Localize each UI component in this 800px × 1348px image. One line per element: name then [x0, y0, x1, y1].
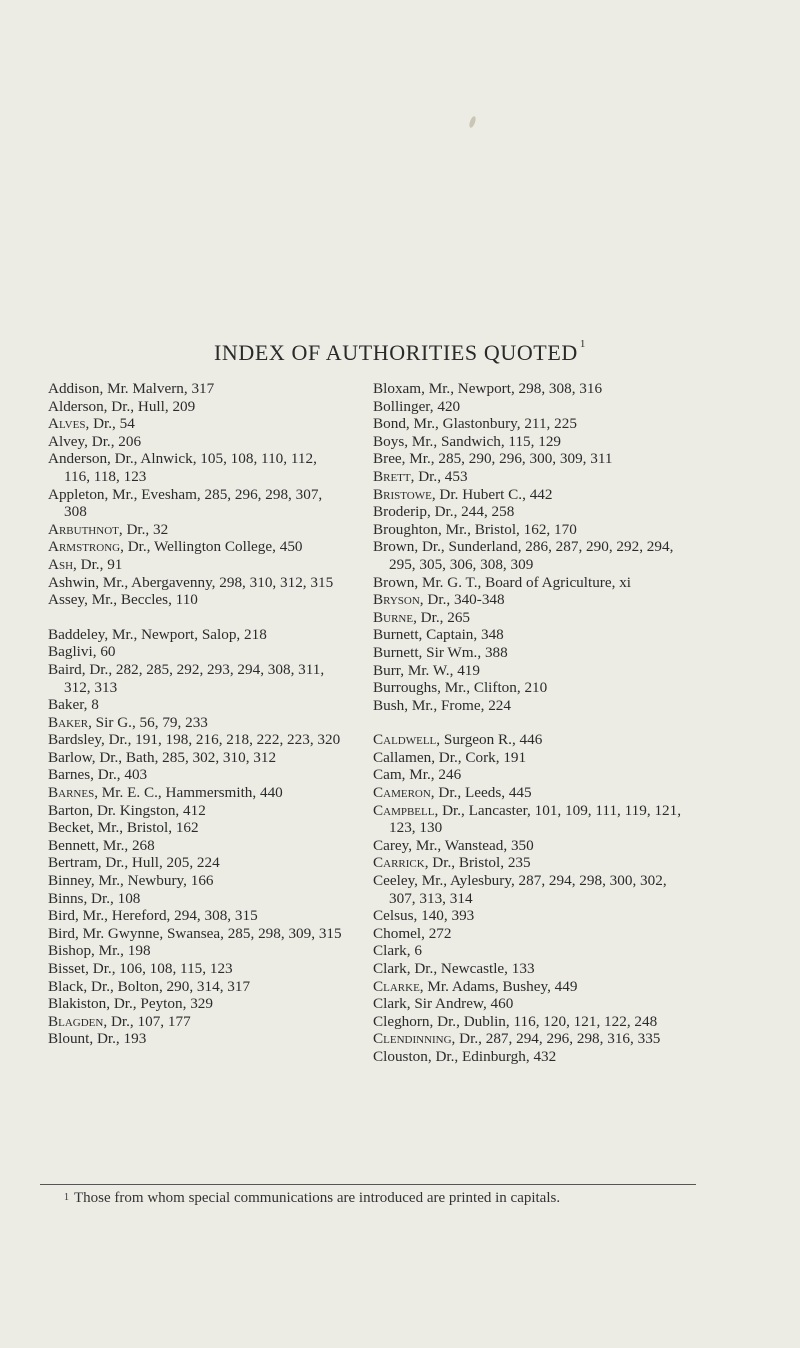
index-entry	[373, 433, 688, 451]
index-entry	[373, 802, 688, 837]
index-entry	[48, 1030, 343, 1048]
entry-author-name: Bree,	[373, 450, 406, 468]
index-entry	[48, 890, 343, 908]
entry-author-name: Cleghorn,	[373, 1012, 434, 1030]
index-entry	[48, 380, 343, 398]
index-section-gap	[373, 714, 688, 731]
index-entry	[48, 960, 343, 978]
entry-references: Dr., 108	[87, 889, 141, 907]
index-entry	[373, 1048, 688, 1066]
entry-author-name: Alvey,	[48, 432, 88, 450]
entry-references: Dr., Lancaster, 101, 109, 111, 119, 121, 123, 130	[389, 801, 682, 837]
entry-references: Mr., 285, 290, 296, 300, 309, 311	[405, 450, 613, 468]
page-blemish	[468, 116, 477, 129]
entry-references: Dr. Hubert C., 442	[435, 485, 553, 503]
index-entry	[373, 538, 688, 573]
entry-references: Mr., Wanstead, 350	[412, 836, 534, 854]
entry-references: Mr., Frome, 224	[408, 696, 511, 714]
entry-author-name: Callamen,	[373, 748, 435, 766]
index-entry	[373, 574, 688, 592]
index-entry	[48, 819, 343, 837]
index-entry	[373, 766, 688, 784]
entry-references: Dr., 287, 294, 296, 298, 316, 335	[455, 1030, 661, 1048]
entry-references: Dr., Wellington College, 450	[123, 538, 303, 556]
title-footnote-mark: 1	[579, 338, 586, 350]
index-entry	[373, 960, 688, 978]
entry-references: Mr., Sandwich, 115, 129	[408, 432, 562, 450]
entry-references: Dr., Peyton, 329	[110, 995, 213, 1013]
index-entry	[48, 521, 343, 539]
index-entry	[373, 731, 688, 749]
entry-author-name: Binns,	[48, 889, 88, 907]
entry-references: Mr., Aylesbury, 287, 294, 298, 300, 302, 307, 313, 314	[389, 872, 667, 907]
index-entry	[48, 925, 343, 943]
entry-author-name: Baddeley,	[48, 625, 109, 643]
index-entry	[48, 872, 343, 890]
index-entry	[373, 837, 688, 855]
entry-references: Mr., Newbury, 166	[94, 872, 214, 890]
index-entry	[373, 450, 688, 468]
index-entry	[48, 978, 343, 996]
entry-author-name: Bisset,	[48, 960, 89, 977]
entry-references: Dr., Sunderland, 286, 287, 290, 292, 294, 295, 305, 306, 308, 309	[389, 538, 674, 573]
entry-author-name: Burnett,	[373, 643, 423, 661]
entry-author-name: Carey,	[373, 836, 413, 854]
entry-author-name: Clark,	[373, 995, 411, 1013]
index-entry	[48, 538, 343, 556]
entry-author-name: Bristowe,	[373, 485, 436, 503]
entry-author-name: Bond,	[373, 415, 410, 433]
entry-author-name: Becket,	[48, 819, 94, 837]
entry-author-name: Bird,	[48, 907, 79, 925]
index-entry	[373, 486, 688, 504]
entry-author-name: Black,	[48, 977, 88, 995]
entry-references: Dr., Newcastle, 133	[410, 960, 535, 977]
entry-author-name: Baird,	[48, 660, 86, 678]
index-entry	[48, 415, 343, 433]
entry-author-name: Baker,	[48, 696, 88, 714]
index-entry	[373, 380, 688, 398]
index-entry	[373, 1013, 688, 1031]
entry-references: Dr., 106, 108, 115, 123	[88, 960, 233, 977]
entry-references: Dr., Bolton, 290, 314, 317	[87, 977, 251, 995]
entry-author-name: Carrick,	[373, 854, 429, 872]
entry-author-name: Alves,	[48, 415, 90, 433]
entry-references: Mr., 246	[405, 766, 462, 784]
index-entry	[373, 784, 688, 802]
index-entry	[48, 696, 343, 714]
entry-author-name: Boys,	[373, 432, 409, 450]
entry-references: 272	[424, 924, 452, 942]
entry-references: Mr. Gwynne, Swansea, 285, 298, 309, 315	[78, 924, 342, 942]
entry-references: Dr., Bath, 285, 302, 310, 312	[95, 748, 277, 766]
entry-author-name: Bird,	[48, 924, 79, 942]
entry-author-name: Baker,	[48, 713, 92, 731]
entry-references: Dr., 244, 258	[430, 503, 515, 521]
index-entry	[373, 503, 688, 521]
entry-references: Dr., Edinburgh, 432	[431, 1047, 557, 1065]
index-entry	[48, 626, 343, 644]
index-entry	[373, 925, 688, 943]
index-entry	[48, 784, 343, 802]
entry-author-name: Addison,	[48, 380, 104, 397]
entry-author-name: Bardsley,	[48, 731, 105, 749]
index-entry	[373, 521, 688, 539]
entry-references: Surgeon R., 446	[440, 731, 543, 749]
entry-author-name: Arbuthnot,	[48, 520, 123, 538]
index-entry	[373, 995, 688, 1013]
entry-references: Sir Wm., 388	[422, 643, 508, 661]
entry-author-name: Baglivi,	[48, 643, 97, 661]
entry-author-name: Burr,	[373, 661, 405, 679]
entry-author-name: Assey,	[48, 591, 88, 609]
entry-author-name: Barnes,	[48, 784, 98, 802]
entry-author-name: Ashwin,	[48, 573, 100, 591]
entry-references: Mr. Malvern, 317	[103, 380, 215, 397]
index-entry	[48, 574, 343, 592]
index-entry	[373, 978, 688, 996]
index-entry	[48, 1013, 343, 1031]
entry-author-name: Bishop,	[48, 942, 95, 960]
entry-author-name: Cameron,	[373, 784, 435, 802]
index-column-left	[48, 380, 343, 1048]
entry-references: Mr. G. T., Board of Agriculture, xi	[418, 573, 632, 591]
entry-references: Sir Andrew, 460	[410, 995, 514, 1013]
entry-author-name: Anderson,	[48, 450, 111, 468]
entry-references: Mr. Adams, Bushey, 449	[423, 977, 578, 995]
index-entry	[48, 556, 343, 574]
index-entry	[373, 591, 688, 609]
entry-author-name: Clark,	[373, 942, 411, 960]
entry-author-name: Blakiston,	[48, 995, 111, 1013]
index-entry	[48, 398, 343, 416]
index-entry	[48, 942, 343, 960]
footnote-rule	[40, 1184, 696, 1185]
index-entry	[48, 731, 343, 749]
index-entry	[48, 995, 343, 1013]
index-entry	[48, 643, 343, 661]
entry-references: Dr., 282, 285, 292, 293, 294, 308, 311, 312, 313	[64, 660, 325, 696]
entry-references: Dr., 193	[93, 1030, 147, 1048]
entry-references: Dr., 32	[122, 520, 169, 538]
entry-references: Dr., Dublin, 116, 120, 121, 122, 248	[433, 1012, 658, 1030]
entry-references: Mr., Hereford, 294, 308, 315	[78, 907, 258, 925]
index-entry	[48, 661, 343, 696]
index-entry	[373, 1030, 688, 1048]
index-entry	[373, 942, 688, 960]
entry-author-name: Barnes,	[48, 766, 94, 784]
entry-author-name: Bloxam,	[373, 380, 425, 397]
index-entry	[373, 854, 688, 872]
entry-references: 6	[410, 942, 422, 960]
title-text: INDEX OF AUTHORITIES QUOTED	[213, 340, 578, 365]
page-title	[0, 340, 800, 366]
entry-references: Mr., Bristol, 162	[93, 819, 199, 837]
entry-author-name: Bush,	[373, 696, 409, 714]
entry-author-name: Celsus,	[373, 907, 418, 925]
entry-references: Mr., Beccles, 110	[87, 591, 198, 609]
entry-author-name: Brown,	[373, 573, 419, 591]
entry-references: Mr. E. C., Hammersmith, 440	[98, 784, 283, 802]
entry-author-name: Caldwell,	[373, 731, 441, 749]
entry-author-name: Campbell,	[373, 801, 439, 819]
entry-author-name: Broderip,	[373, 503, 431, 521]
entry-references: Dr., Alnwick, 105, 108, 110, 112, 116, 118, 123	[64, 450, 317, 485]
index-entry	[373, 662, 688, 680]
entry-author-name: Brett,	[373, 467, 415, 485]
index-entry	[373, 398, 688, 416]
entry-references: Mr., 198	[94, 942, 151, 960]
entry-references: Mr. W., 419	[404, 661, 480, 679]
index-entry	[48, 854, 343, 872]
entry-references: Dr., 453	[414, 467, 468, 485]
entry-references: Dr., Hull, 205, 224	[101, 854, 220, 872]
footnote-text: Those from whom special communications are introduced are printed in capitals.	[74, 1190, 561, 1206]
index-entry	[373, 749, 688, 767]
entry-author-name: Barlow,	[48, 748, 96, 766]
entry-references: Dr., 206	[87, 432, 142, 450]
entry-references: 420	[433, 397, 461, 415]
entry-references: Mr., Evesham, 285, 296, 298, 307, 308	[64, 485, 323, 521]
entry-references: Mr., Abergavenny, 298, 310, 312, 315	[99, 573, 334, 591]
entry-references: Mr., Clifton, 210	[440, 679, 548, 697]
entry-references: Dr., 403	[93, 766, 148, 784]
entry-references: Mr., Newport, 298, 308, 316	[424, 380, 603, 397]
entry-author-name: Burroughs,	[373, 679, 441, 697]
entry-author-name: Alderson,	[48, 397, 108, 415]
entry-author-name: Binney,	[48, 872, 95, 890]
entry-references: 60	[96, 643, 116, 661]
entry-author-name: Brown,	[373, 538, 419, 556]
entry-author-name: Burnett,	[373, 626, 423, 644]
index-entry	[373, 468, 688, 486]
entry-author-name: Ash,	[48, 555, 77, 573]
index-entry	[373, 644, 688, 662]
entry-author-name: Cam,	[373, 766, 406, 784]
entry-author-name: Blagden,	[48, 1012, 108, 1030]
entry-author-name: Clouston,	[373, 1047, 432, 1065]
entry-references: Captain, 348	[422, 626, 504, 644]
entry-author-name: Armstrong,	[48, 538, 124, 556]
footnote-mark: 1	[64, 1192, 69, 1203]
entry-references: Mr., 268	[99, 836, 155, 854]
entry-author-name: Blount,	[48, 1030, 94, 1048]
index-section-gap	[48, 609, 343, 626]
entry-author-name: Bertram,	[48, 854, 102, 872]
index-entry	[48, 802, 343, 820]
entry-references: Dr., Bristol, 235	[428, 854, 531, 872]
index-entry	[373, 609, 688, 627]
entry-references: Dr., Cork, 191	[435, 748, 527, 766]
entry-references: 8	[87, 696, 99, 714]
index-entry	[373, 907, 688, 925]
index-entry	[373, 626, 688, 644]
index-entry	[48, 837, 343, 855]
index-entry	[48, 433, 343, 451]
entry-references: Dr., 107, 177	[107, 1012, 191, 1030]
entry-references: Mr., Newport, Salop, 218	[108, 625, 267, 643]
index-entry	[48, 749, 343, 767]
entry-author-name: Clark,	[373, 960, 411, 977]
entry-author-name: Bennett,	[48, 836, 100, 854]
entry-author-name: Clarke,	[373, 977, 424, 995]
entry-references: Dr., 191, 198, 216, 218, 222, 223, 320	[104, 731, 341, 749]
index-entry	[373, 679, 688, 697]
index-entry	[48, 907, 343, 925]
index-entry	[48, 591, 343, 609]
entry-references: Dr., 265	[416, 608, 471, 626]
entry-references: Dr., Hull, 209	[107, 397, 196, 415]
index-entry	[48, 450, 343, 485]
index-entry	[373, 415, 688, 433]
index-entry	[48, 486, 343, 521]
index-entry	[373, 697, 688, 715]
index-entry	[48, 766, 343, 784]
entry-author-name: Burne,	[373, 608, 417, 626]
entry-author-name: Bollinger,	[373, 397, 434, 415]
entry-references: Mr., Glastonbury, 211, 225	[409, 415, 577, 433]
index-entry	[48, 714, 343, 732]
entry-author-name: Barton,	[48, 801, 94, 819]
entry-references: Dr. Kingston, 412	[93, 801, 206, 819]
entry-references: Dr., Leeds, 445	[434, 784, 532, 802]
entry-author-name: Ceeley,	[373, 872, 418, 890]
entry-references: Dr., 54	[89, 415, 135, 433]
entry-references: Mr., Bristol, 162, 170	[441, 520, 577, 538]
entry-references: Dr., 91	[76, 555, 123, 573]
index-entry	[373, 872, 688, 907]
entry-author-name: Chomel,	[373, 924, 425, 942]
entry-author-name: Clendinning,	[373, 1030, 456, 1048]
entry-author-name: Appleton,	[48, 485, 109, 503]
footnote	[48, 1189, 688, 1207]
entry-references: Sir G., 56, 79, 233	[91, 713, 208, 731]
entry-references: 140, 393	[417, 907, 475, 925]
entry-references: Dr., 340-348	[423, 591, 505, 609]
entry-author-name: Bryson,	[373, 591, 424, 609]
entry-author-name: Broughton,	[373, 520, 442, 538]
index-column-right	[373, 380, 688, 1066]
